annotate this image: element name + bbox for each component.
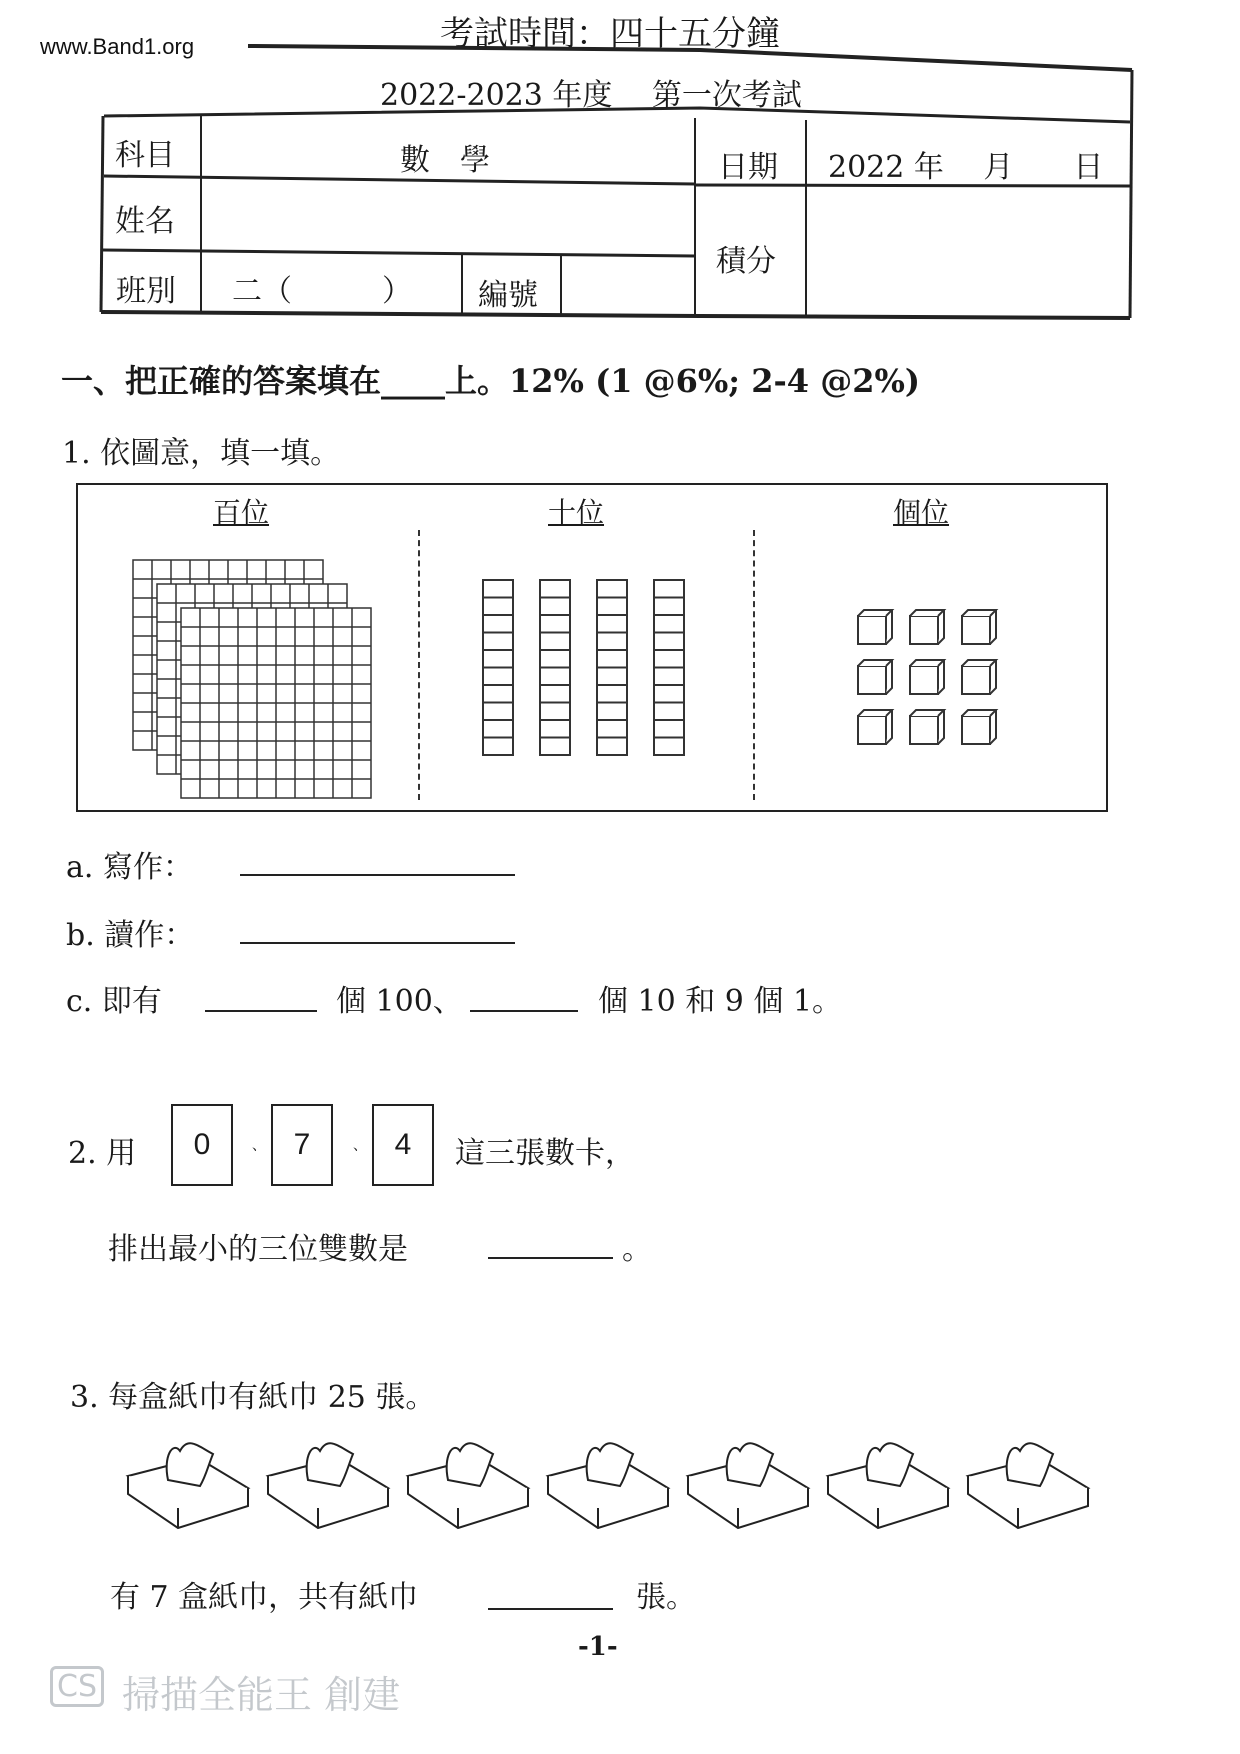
q3-answer-prefix: 有 7 盒紙巾，共有紙巾 [110, 1580, 419, 1615]
unit-cube [858, 660, 892, 694]
unit-cube [910, 610, 944, 644]
unit-cube [858, 610, 892, 644]
subject-value: 數 學 [400, 143, 490, 178]
tissue-box [408, 1443, 528, 1528]
q1c-hundreds-line[interactable] [205, 1010, 317, 1012]
q2-line2: 排出最小的三位雙數是 [108, 1232, 408, 1267]
tissue-box [968, 1443, 1088, 1528]
q2-prefix: 2. 用 [68, 1136, 137, 1171]
cube-front [962, 666, 990, 694]
cube-front [858, 716, 886, 744]
year-title: 2022-2023 年度 第一次考試 [380, 78, 802, 113]
cube-front [858, 616, 886, 644]
tissue-box [128, 1443, 248, 1528]
ten-rod [654, 580, 684, 755]
q1b-label: b. 讀作： [66, 918, 195, 953]
cube-front [962, 616, 990, 644]
col-hundreds: 百位 [213, 496, 270, 529]
q1c-suffix: 個 10 和 9 個 1。 [598, 984, 843, 1019]
cube-front [910, 716, 938, 744]
q2-end: 。 [622, 1232, 652, 1267]
separator: 、 [353, 1138, 367, 1154]
watermark: www.Band1.org [40, 34, 195, 59]
scanner-text: 掃描全能王 創建 [122, 1673, 401, 1717]
name-label: 姓名 [115, 204, 175, 239]
ten-rod [597, 580, 627, 755]
tissue-box [828, 1443, 948, 1528]
unit-cube [858, 710, 892, 744]
separator: 、 [252, 1138, 266, 1154]
tissue-box [268, 1443, 388, 1528]
date-label: 日期 [718, 150, 778, 185]
tissue-boxes [120, 1436, 1120, 1536]
ten-rod [483, 580, 513, 755]
q1c-prefix: c. 即有 [66, 984, 162, 1019]
section-title: 一、把正確的答案填在____上。12% (1 @6%; 2-4 @2%) [61, 362, 921, 400]
q2-suffix: 這三張數卡， [455, 1136, 635, 1171]
col-tens: 十位 [548, 496, 605, 529]
ten-rod [540, 580, 570, 755]
page-number: -1- [578, 1632, 618, 1662]
q3-answer-suffix: 張。 [636, 1580, 696, 1615]
cube-front [910, 666, 938, 694]
number-card: 4 [372, 1104, 434, 1186]
unit-cube [910, 710, 944, 744]
unit-cube [910, 660, 944, 694]
class-value: 二（ ） [232, 274, 412, 309]
exam-time: 考試時間：四十五分鐘 [440, 14, 780, 54]
q2-answer-line[interactable] [488, 1257, 613, 1259]
col-ones: 個位 [893, 496, 950, 529]
number-card: 0 [171, 1104, 233, 1186]
q1b-answer-line[interactable] [240, 942, 515, 944]
subject-label: 科目 [115, 138, 175, 173]
score-label: 積分 [716, 244, 776, 279]
q1c-tens-line[interactable] [470, 1010, 578, 1012]
hundred-flat [181, 608, 371, 798]
unit-cube [962, 660, 996, 694]
q1-prompt: 1. 依圖意，填一填。 [62, 436, 341, 471]
cube-front [910, 616, 938, 644]
unit-cube [962, 710, 996, 744]
cube-front [858, 666, 886, 694]
q1a-label: a. 寫作： [66, 850, 193, 885]
date-value: 2022 年 月 日 [828, 150, 1104, 185]
tissue-box [688, 1443, 808, 1528]
class-label: 班別 [116, 274, 176, 309]
number-label: 編號 [478, 278, 538, 313]
q1a-answer-line[interactable] [240, 874, 515, 876]
scanner-badge: CS [50, 1666, 104, 1707]
number-card: 7 [271, 1104, 333, 1186]
q3-prompt: 3. 每盒紙巾有紙巾 25 張。 [70, 1380, 436, 1415]
unit-cube [962, 610, 996, 644]
cube-front [962, 716, 990, 744]
q3-answer-line[interactable] [488, 1608, 613, 1610]
tissue-box [548, 1443, 668, 1528]
base-ten-blocks [78, 485, 1106, 810]
place-value-box [76, 483, 1108, 812]
q1c-mid: 個 100、 [336, 984, 463, 1019]
